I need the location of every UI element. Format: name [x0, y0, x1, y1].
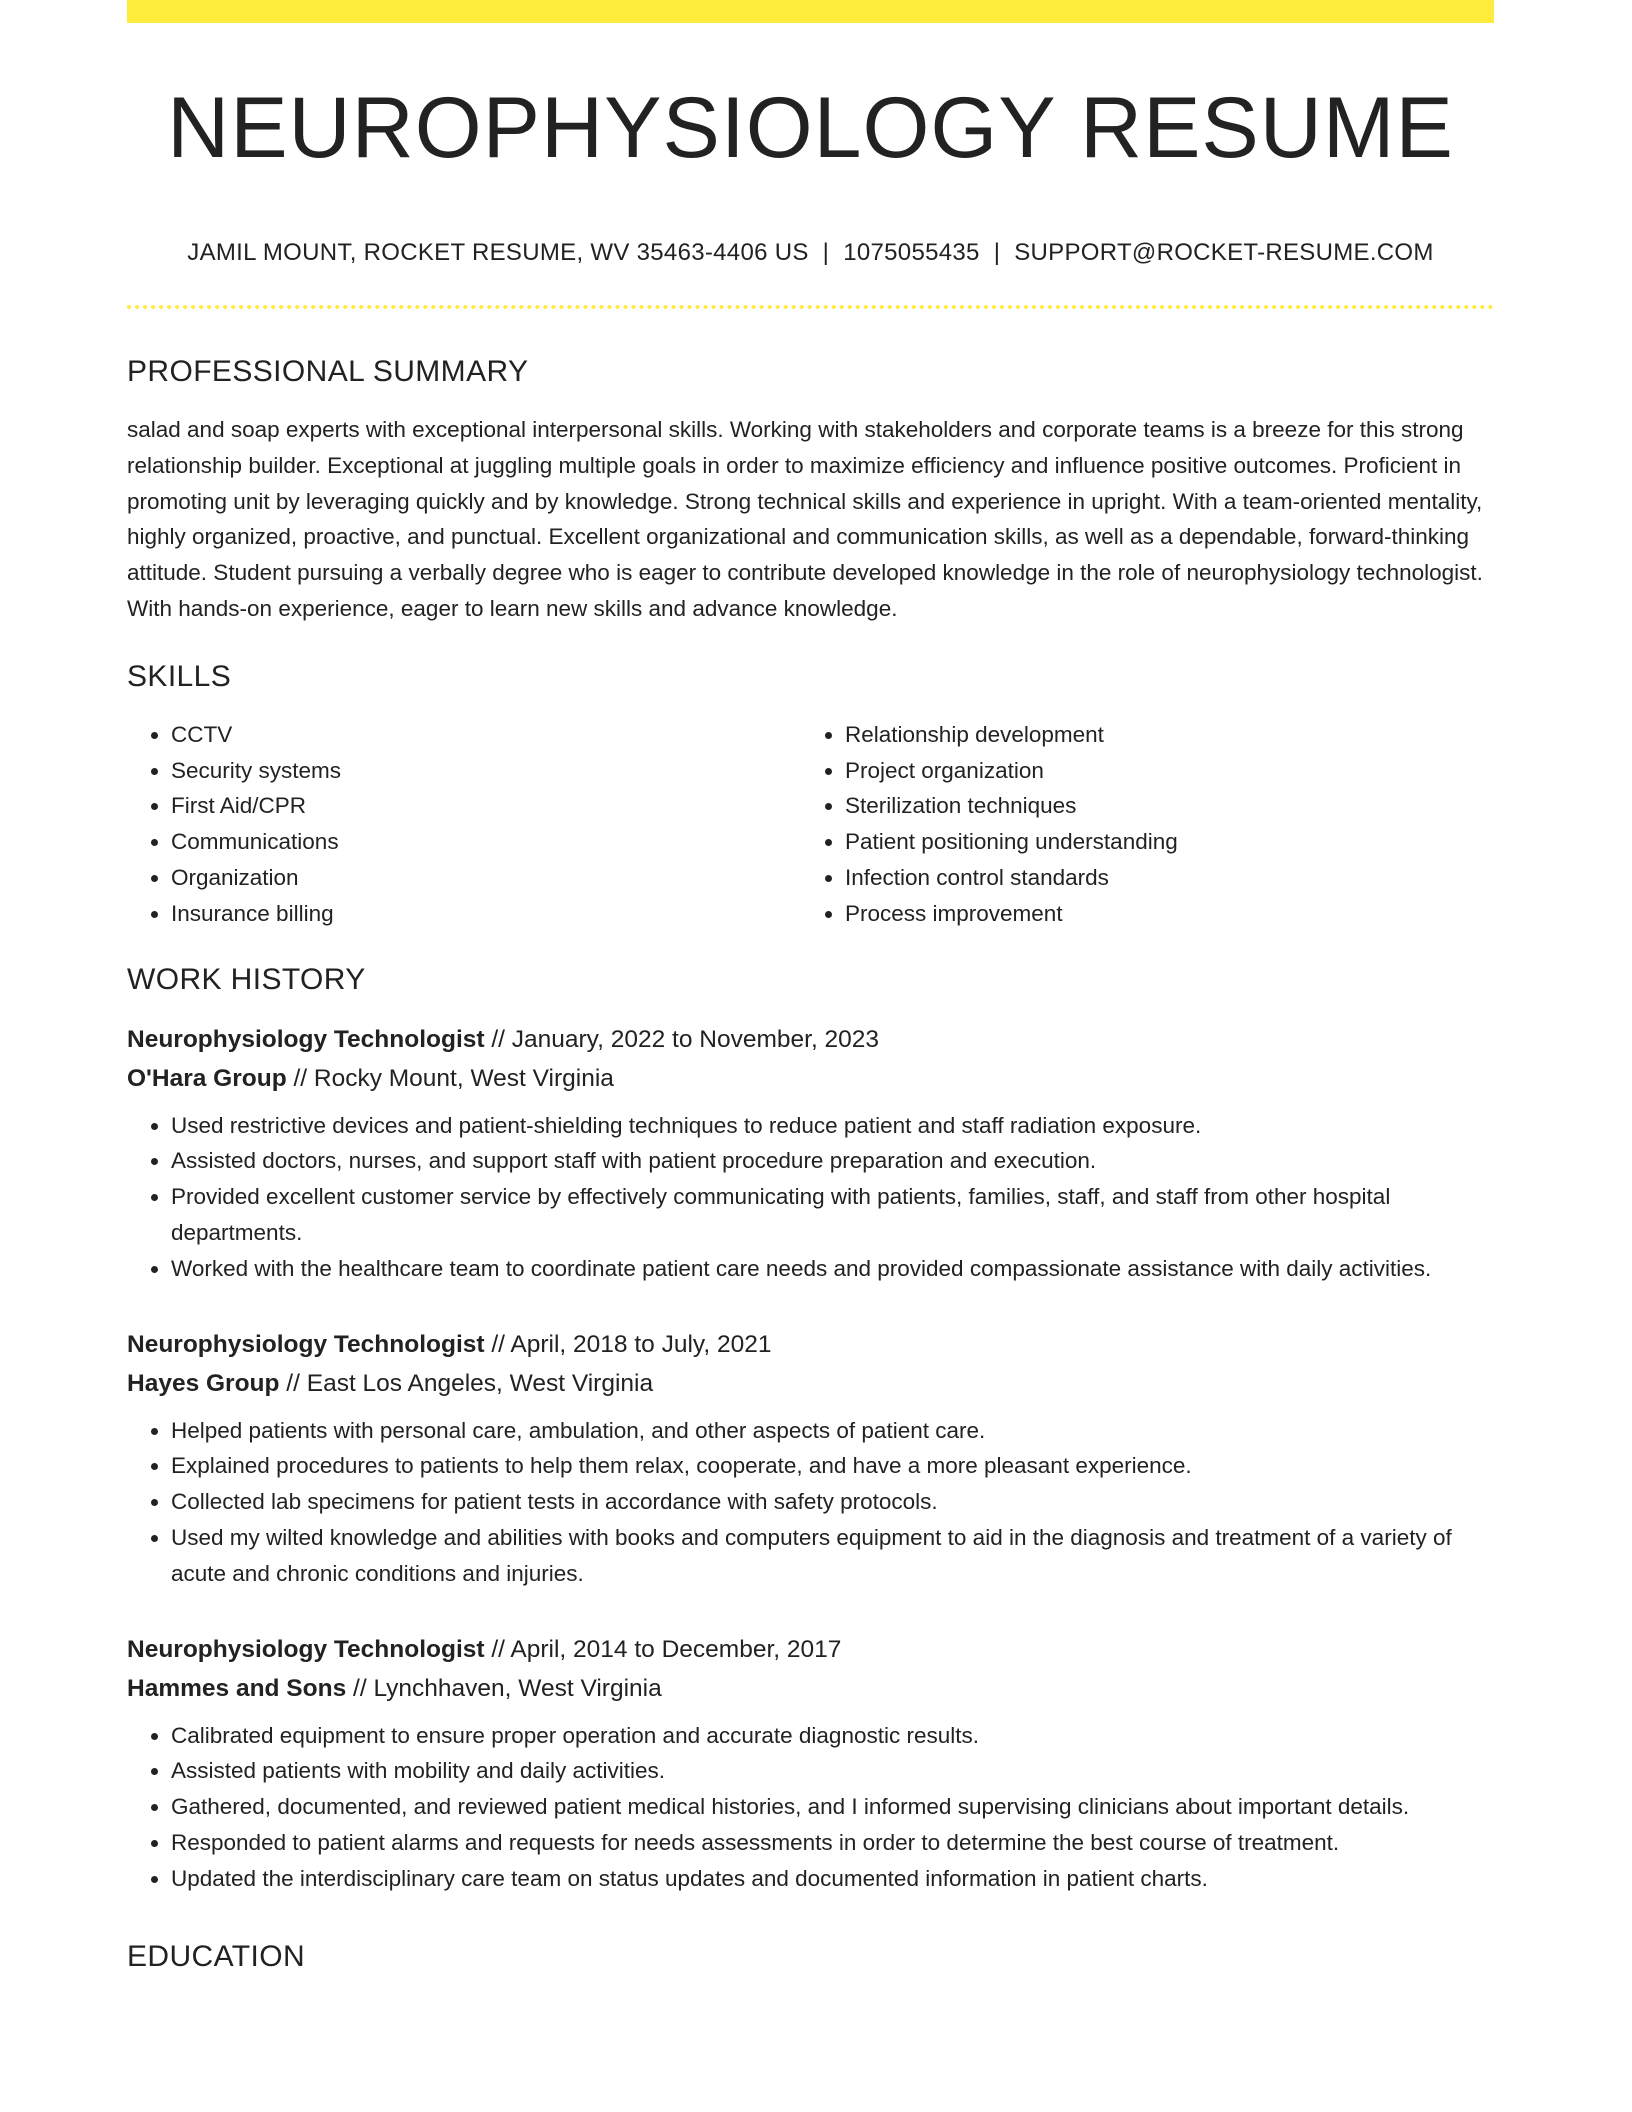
job-dates: // April, 2018 to July, 2021 [484, 1330, 772, 1358]
job-location: // East Los Angeles, West Virginia [279, 1369, 654, 1397]
job-title: Neurophysiology Technologist [127, 1635, 485, 1663]
job-entry [127, 1020, 1494, 1287]
skill-item: • First Aid/CPR [171, 788, 801, 824]
job-bullet: • Gathered, documented, and reviewed patient medical histories, and I informed supervising clinicians about important details. [171, 1789, 1494, 1825]
job-bullet: • Responded to patient alarms and requests for needs assessments in order to determine the best course of treatment. [171, 1825, 1494, 1861]
contact-address: JAMIL MOUNT, ROCKET RESUME, WV 35463-4406 US [187, 239, 809, 266]
job-dates: // January, 2022 to November, 2023 [484, 1025, 880, 1053]
skill-item: • Security systems [171, 753, 801, 789]
job-bullets [127, 1718, 1494, 1897]
job-bullet: • Used my wilted knowledge and abilities with books and computers equipment to aid in the diagnosis and treatment of a variety of acute and chronic conditions and injuries. [171, 1520, 1494, 1592]
job-bullets [127, 1108, 1494, 1287]
education-section [127, 1935, 1494, 1979]
separator: | [993, 239, 1001, 266]
skills-columns [127, 717, 1494, 932]
job-bullets [127, 1413, 1494, 1592]
skill-item: • Organization [171, 860, 801, 896]
job-company: O'Hara Group [127, 1064, 287, 1092]
job-location: // Rocky Mount, West Virginia [286, 1064, 614, 1092]
skill-item: • Patient positioning understanding [845, 824, 1475, 860]
work-history-section [127, 958, 1494, 1897]
education-heading: EDUCATION [127, 1939, 306, 1973]
job-bullet: • Updated the interdisciplinary care team on status updates and documented information in patient charts. [171, 1861, 1494, 1897]
page-title: NEUROPHYSIOLOGY RESUME [167, 80, 1454, 176]
work-history-heading: WORK HISTORY [127, 962, 366, 996]
job-dates: // April, 2014 to December, 2017 [484, 1635, 842, 1663]
contact-email: SUPPORT@ROCKET-RESUME.COM [1014, 239, 1434, 266]
accent-bar [127, 0, 1494, 23]
job-bullet: • Explained procedures to patients to help them relax, cooperate, and have a more pleasant experience. [171, 1448, 1494, 1484]
skills-list-left [127, 717, 801, 932]
contact-line [127, 236, 1494, 270]
skill-item: • Communications [171, 824, 801, 860]
job-bullet: • Worked with the healthcare team to coordinate patient care needs and provided compassionate assistance with daily activities. [171, 1251, 1494, 1287]
job-bullet: • Collected lab specimens for patient tests in accordance with safety protocols. [171, 1484, 1494, 1520]
job-title-line [127, 1020, 1494, 1059]
job-title-line [127, 1630, 1494, 1669]
resume-content [127, 350, 1494, 1997]
job-company: Hammes and Sons [127, 1674, 347, 1702]
skill-item: • CCTV [171, 717, 801, 753]
job-location: // Lynchhaven, West Virginia [346, 1674, 662, 1702]
job-entry [127, 1630, 1494, 1897]
separator: | [822, 239, 830, 266]
dotted-divider [127, 305, 1494, 309]
job-title: Neurophysiology Technologist [127, 1025, 485, 1053]
job-company: Hayes Group [127, 1369, 280, 1397]
job-company-line [127, 1059, 1494, 1098]
skill-item: • Project organization [845, 753, 1475, 789]
skill-item: • Sterilization techniques [845, 788, 1475, 824]
skill-item: • Insurance billing [171, 896, 801, 932]
job-entry [127, 1325, 1494, 1592]
job-title: Neurophysiology Technologist [127, 1330, 485, 1358]
summary-text: salad and soap experts with exceptional interpersonal skills. Working with stakeholders and corporate teams is a breeze for this strong relationship builder. Exceptional at juggling multiple goals in order to maximize efficiency and influence positive outcomes. Proficient in promoting unit by leveraging quickly and by knowledge. Strong technical skills and experience in upright. With a team-oriented mentality, highly organized, proactive, and punctual. Excellent organizational and communication skills, as well as a dependable, forward-thinking attitude. Student pursuing a verbally degree who is eager to contribute developed knowledge in the role of neurophysiology technologist. With hands-on experience, eager to learn new skills and advance knowledge. [127, 417, 1483, 621]
job-title-line [127, 1325, 1494, 1364]
skill-item: • Infection control standards [845, 860, 1475, 896]
summary-section [127, 350, 1494, 627]
job-company-line [127, 1364, 1494, 1403]
job-bullet: • Used restrictive devices and patient-shielding techniques to reduce patient and staff radiation exposure. [171, 1108, 1494, 1144]
job-bullet: • Assisted patients with mobility and daily activities. [171, 1753, 1494, 1789]
job-bullet: • Helped patients with personal care, ambulation, and other aspects of patient care. [171, 1413, 1494, 1449]
job-bullet: • Provided excellent customer service by effectively communicating with patients, families, staff, and staff from other hospital departments. [171, 1179, 1494, 1251]
contact-phone: 1075055435 [843, 239, 980, 266]
summary-heading: PROFESSIONAL SUMMARY [127, 355, 529, 388]
job-company-line [127, 1669, 1494, 1708]
job-bullet: • Calibrated equipment to ensure proper operation and accurate diagnostic results. [171, 1718, 1494, 1754]
skill-item: • Process improvement [845, 896, 1475, 932]
skill-item: • Relationship development [845, 717, 1475, 753]
skills-list-right [801, 717, 1475, 932]
skills-heading: SKILLS [127, 659, 232, 693]
job-bullet: • Assisted doctors, nurses, and support staff with patient procedure preparation and execution. [171, 1143, 1494, 1179]
skills-section [127, 655, 1494, 932]
